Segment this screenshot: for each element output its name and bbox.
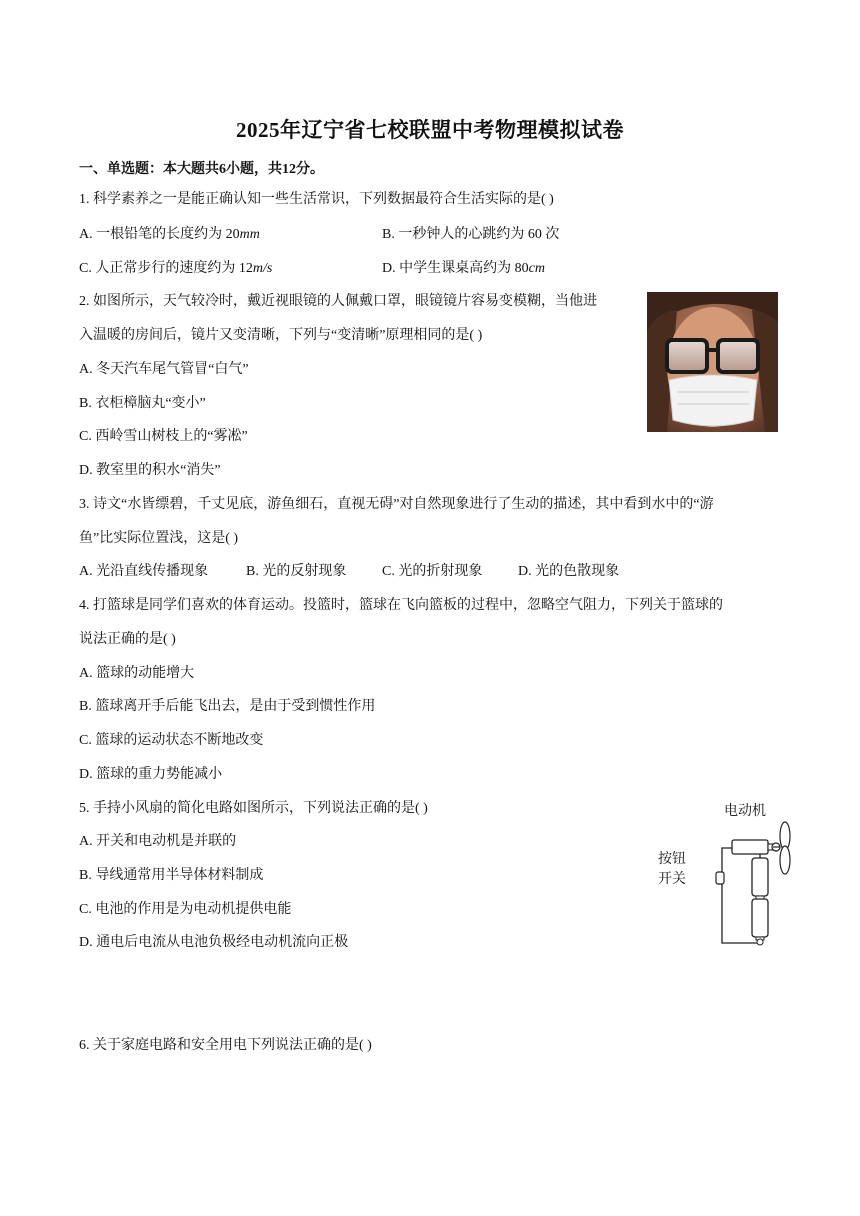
question-4-stem-line-2: 说法正确的是( ) <box>79 632 176 647</box>
question-4-option-b: B. 篮球离开手后能飞出去，是由于受到惯性作用 <box>79 699 376 714</box>
question-2-option-c: C. 西岭雪山树枝上的“雾凇” <box>79 429 248 444</box>
label-motor: 电动机 <box>724 803 766 819</box>
section-heading: 一、单选题：本大题共6小题，共12分。 <box>79 162 324 177</box>
question-4-stem-line-1: 4. 打篮球是同学们喜欢的体育运动。投篮时，篮球在飞向篮板的过程中，忽略空气阻力，下列关于篮球的 <box>79 598 723 613</box>
question-5-stem: 5. 手持小风扇的简化电路如图所示，下列说法正确的是( ) <box>79 801 428 816</box>
question-3-option-d: D. 光的色散现象 <box>518 564 620 579</box>
question-5-option-d: D. 通电后电流从电池负极经电动机流向正极 <box>79 935 349 950</box>
label-switch: 开关 <box>658 871 686 887</box>
question-3-option-b: B. 光的反射现象 <box>246 564 347 579</box>
question-2-option-b: B. 衣柜樟脑丸“变小” <box>79 396 206 411</box>
question-2-option-a: A. 冬天汽车尾气管冒“白气” <box>79 362 249 377</box>
question-1-option-b: B. 一秒钟人的心跳约为 60 次 <box>382 227 560 242</box>
unit-m-per-s: m/s <box>252 261 273 276</box>
circuit-drawing <box>652 798 802 948</box>
question-1-stem: 1. 科学素养之一是能正确认知一些生活常识，下列数据最符合生活实际的是( ) <box>79 192 554 207</box>
page-title: 2025年辽宁省七校联盟中考物理模拟试卷 <box>236 118 624 142</box>
fan-circuit-diagram <box>652 798 802 948</box>
question-4-option-c: C. 篮球的运动状态不断地改变 <box>79 733 264 748</box>
question-3-option-c: C. 光的折射现象 <box>382 564 483 579</box>
unit-cm: cm <box>528 261 545 276</box>
label-button: 按钮 <box>658 851 686 867</box>
question-6-stem: 6. 关于家庭电路和安全用电下列说法正确的是( ) <box>79 1038 372 1053</box>
question-1-option-a: A. 一根铅笔的长度约为 20mm <box>79 227 260 242</box>
question-4-option-d: D. 篮球的重力势能减小 <box>79 767 223 782</box>
question-3-option-a: A. 光沿直线传播现象 <box>79 564 209 579</box>
question-5-option-b: B. 导线通常用半导体材料制成 <box>79 868 264 883</box>
unit-mm: mm <box>239 227 260 242</box>
question-2-stem-line-1: 2. 如图所示，天气较冷时，戴近视眼镜的人佩戴口罩，眼镜镜片容易变模糊，当他进 <box>79 294 597 309</box>
question-2-stem-line-2: 入温暖的房间后，镜片又变清晰，下列与“变清晰”原理相同的是( ) <box>79 328 483 343</box>
question-3-stem-line-1: 3. 诗文“水皆缥碧，千丈见底，游鱼细石，直视无碍”对自然现象进行了生动的描述，其中看到水中的“游 <box>79 497 714 512</box>
question-5-option-c: C. 电池的作用是为电动机提供电能 <box>79 902 292 917</box>
question-2-option-d: D. 教室里的积水“消失” <box>79 463 221 478</box>
question-5-option-a: A. 开关和电动机是并联的 <box>79 834 237 849</box>
question-1-option-c: C. 人正常步行的速度约为 12m/s <box>79 261 273 276</box>
question-4-option-a: A. 篮球的动能增大 <box>79 666 195 681</box>
question-3-stem-line-2: 鱼”比实际位置浅，这是( ) <box>79 531 239 546</box>
photo-person-with-mask-and-glasses <box>647 292 778 432</box>
question-1-option-d: D. 中学生课桌高约为 80cm <box>382 261 545 276</box>
